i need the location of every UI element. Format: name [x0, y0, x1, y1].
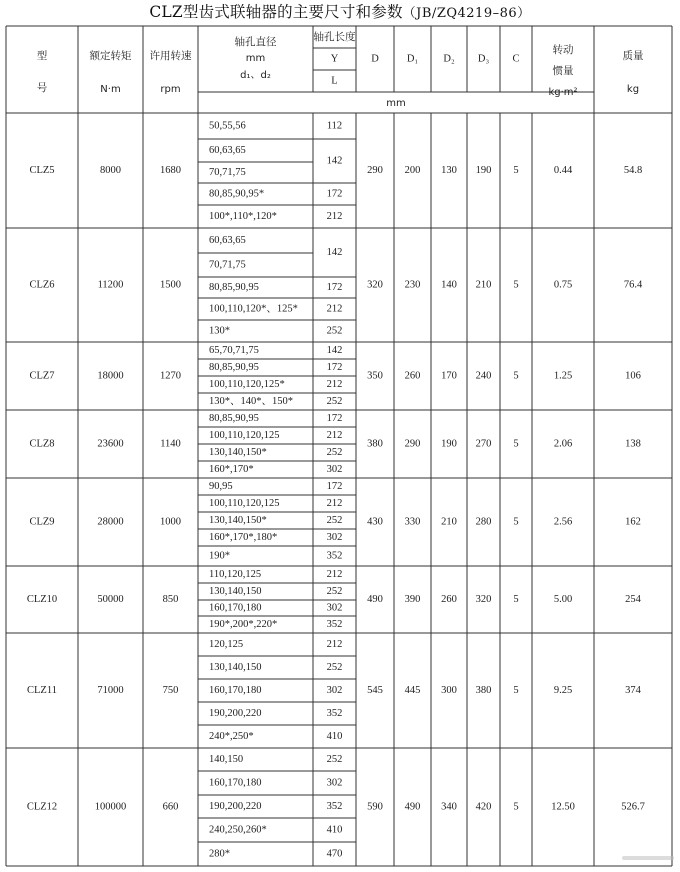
D-cell: 590 [367, 801, 383, 813]
bore-length-cell: 302 [326, 684, 343, 696]
bore-length-cell: 410 [326, 824, 343, 836]
header-D3: D₃ [477, 53, 490, 65]
D3-cell: 420 [475, 801, 492, 813]
model-cell: CLZ7 [29, 370, 55, 382]
D2-cell: 140 [441, 279, 457, 291]
bore-length-cell: 172 [326, 480, 343, 492]
C-cell: 5 [513, 279, 519, 291]
bore-length-cell: 212 [326, 568, 343, 580]
torque-cell: 11200 [97, 279, 124, 291]
bore-length-cell: 172 [326, 281, 343, 293]
model-cell: CLZ9 [29, 516, 55, 528]
bore-diameter-cell: 60,63,65 [209, 144, 246, 156]
mass-cell: 76.4 [623, 279, 643, 291]
bore-diameter-cell: 160,170,180 [209, 602, 262, 614]
bore-diameter-cell: 100,110,120,125 [209, 497, 280, 509]
bore-diameter-cell: 130,140,150 [209, 661, 262, 673]
header-D2: D₂ [443, 53, 455, 65]
torque-cell: 100000 [94, 801, 127, 813]
speed-cell: 1500 [160, 279, 181, 291]
bore-diameter-cell: 130,140,150* [209, 514, 267, 526]
D-cell: 545 [367, 684, 383, 696]
header-bore-unit: mm [245, 53, 266, 64]
bore-diameter-cell: 160,170,180 [209, 684, 262, 696]
header-inertia-unit: kg·m² [548, 87, 578, 98]
D1-cell: 490 [404, 801, 421, 813]
mass-cell: 54.8 [623, 164, 643, 176]
bore-diameter-cell: 100,110,120*、125* [209, 303, 298, 315]
D3-cell: 240 [475, 370, 492, 382]
bore-diameter-cell: 90,95 [209, 480, 233, 492]
bore-length-cell: 302 [326, 602, 343, 614]
bore-length-cell: 142 [326, 344, 343, 356]
header-model-top: 型 [36, 50, 48, 62]
bore-diameter-cell: 140,150 [209, 753, 244, 765]
bore-length-cell: 112 [326, 120, 343, 132]
model-cell: CLZ8 [29, 438, 55, 450]
bore-length-cell: 470 [326, 848, 343, 860]
bore-length-cell: 252 [326, 661, 343, 673]
bore-length-cell: 302 [326, 463, 343, 475]
mass-cell: 374 [625, 684, 641, 696]
inertia-cell: 9.25 [553, 684, 573, 696]
torque-cell: 71000 [97, 684, 124, 696]
C-cell: 5 [513, 801, 519, 813]
bore-length-cell: 212 [326, 638, 343, 650]
D2-cell: 300 [441, 684, 457, 696]
bore-diameter-cell: 190* [209, 550, 230, 562]
D-cell: 350 [367, 370, 383, 382]
speed-cell: 1140 [160, 438, 181, 450]
bore-diameter-cell: 130,140,150 [209, 585, 262, 597]
speed-cell: 660 [162, 801, 179, 813]
D3-cell: 280 [475, 516, 492, 528]
model-cell: CLZ6 [29, 279, 55, 291]
D3-cell: 320 [475, 593, 492, 605]
C-cell: 5 [513, 593, 519, 605]
mass-cell: 138 [625, 438, 641, 450]
bore-length-cell: 252 [326, 753, 343, 765]
header-inertia-2: 惯量 [552, 65, 574, 77]
D2-cell: 260 [441, 593, 457, 605]
bore-diameter-cell: 120,125 [209, 638, 244, 650]
speed-cell: 750 [162, 684, 179, 696]
bore-length-cell: 172 [326, 361, 343, 373]
D-cell: 320 [367, 279, 383, 291]
D1-cell: 330 [404, 516, 421, 528]
bore-length-cell: 142 [326, 155, 343, 167]
bore-length-cell: 252 [326, 446, 343, 458]
bore-diameter-cell: 65,70,71,75 [209, 344, 259, 356]
bore-length-cell: 302 [326, 777, 343, 789]
header-model-bottom: 号 [36, 82, 48, 94]
bore-diameter-cell: 280* [209, 848, 230, 860]
header-mass-unit: kg [626, 84, 640, 95]
inertia-cell: 0.75 [553, 279, 573, 291]
speed-cell: 1000 [160, 516, 181, 528]
bore-length-cell: 302 [326, 531, 343, 543]
bore-length-cell: 212 [326, 303, 343, 315]
bore-diameter-cell: 70,71,75 [209, 259, 246, 271]
bore-diameter-cell: 70,71,75 [209, 166, 246, 178]
header-length-y: Y [330, 53, 339, 65]
bore-diameter-cell: 80,85,90,95* [209, 188, 265, 200]
watermark-mark [622, 854, 674, 862]
bore-diameter-cell: 190,200,220 [209, 707, 262, 719]
bore-length-cell: 252 [326, 395, 343, 407]
inertia-cell: 12.50 [551, 801, 575, 813]
torque-cell: 28000 [97, 516, 124, 528]
C-cell: 5 [513, 370, 519, 382]
bore-length-cell: 212 [326, 497, 343, 509]
bore-diameter-cell: 100,110,120,125 [209, 429, 280, 441]
header-speed-unit: rpm [160, 84, 181, 95]
bore-diameter-cell: 100*,110*,120* [209, 210, 277, 222]
speed-cell: 1680 [160, 164, 181, 176]
inertia-cell: 0.44 [553, 164, 573, 176]
header-mm-unit: mm [386, 98, 406, 109]
bore-diameter-cell: 190*,200*,220* [209, 618, 278, 630]
D3-cell: 190 [475, 164, 492, 176]
D2-cell: 340 [441, 801, 457, 813]
mass-cell: 162 [625, 516, 641, 528]
header-speed: 许用转速 [149, 50, 192, 62]
bore-diameter-cell: 190,200,220 [209, 800, 262, 812]
torque-cell: 8000 [100, 164, 121, 176]
D1-cell: 290 [404, 438, 421, 450]
bore-diameter-cell: 130,140,150* [209, 446, 267, 458]
header-D1: D₁ [406, 53, 419, 65]
D1-cell: 390 [404, 593, 421, 605]
D2-cell: 130 [441, 164, 457, 176]
mass-cell: 526.7 [621, 801, 645, 813]
C-cell: 5 [513, 438, 519, 450]
inertia-cell: 2.56 [553, 516, 573, 528]
torque-cell: 18000 [97, 370, 124, 382]
bore-length-cell: 172 [326, 188, 343, 200]
bore-length-cell: 252 [326, 585, 343, 597]
header-torque: 额定转矩 [89, 50, 132, 62]
header-mass: 质量 [622, 50, 644, 62]
bore-length-cell: 352 [326, 618, 343, 630]
header-torque-unit: N·m [100, 84, 121, 95]
speed-cell: 850 [162, 593, 179, 605]
speed-cell: 1270 [160, 370, 181, 382]
bore-length-cell: 352 [326, 800, 343, 812]
mass-cell: 254 [625, 593, 641, 605]
D-cell: 380 [367, 438, 383, 450]
title-text: CLZ型齿式联轴器的主要尺寸和参数 [149, 3, 403, 21]
bore-diameter-cell: 240*,250* [209, 730, 254, 742]
bore-diameter-cell: 160*,170* [209, 463, 254, 475]
bore-length-cell: 142 [326, 246, 343, 258]
header-bore-symbol: d₁、d₂ [240, 70, 271, 81]
bore-diameter-cell: 160,170,180 [209, 777, 262, 789]
bore-diameter-cell: 240,250,260* [209, 824, 267, 836]
D1-cell: 200 [404, 164, 421, 176]
bore-diameter-cell: 50,55,56 [209, 120, 246, 132]
D2-cell: 210 [441, 516, 457, 528]
bore-length-cell: 212 [326, 210, 343, 222]
bore-diameter-cell: 80,85,90,95 [209, 281, 259, 293]
D1-cell: 260 [404, 370, 421, 382]
header-bore: 轴孔直径 [234, 36, 277, 48]
header-C: C [512, 53, 520, 65]
inertia-cell: 5.00 [553, 593, 573, 605]
C-cell: 5 [513, 516, 519, 528]
D2-cell: 170 [441, 370, 457, 382]
D3-cell: 270 [475, 438, 492, 450]
bore-diameter-cell: 130* [209, 325, 230, 337]
D-cell: 290 [367, 164, 383, 176]
D1-cell: 445 [404, 684, 421, 696]
C-cell: 5 [513, 164, 519, 176]
bore-length-cell: 212 [326, 378, 343, 390]
bore-diameter-cell: 80,85,90,95 [209, 361, 259, 373]
D1-cell: 230 [404, 279, 421, 291]
inertia-cell: 2.06 [553, 438, 573, 450]
bore-diameter-cell: 100,110,120,125* [209, 378, 285, 390]
bore-length-cell: 212 [326, 429, 343, 441]
torque-cell: 23600 [97, 438, 124, 450]
D2-cell: 190 [441, 438, 457, 450]
bore-diameter-cell: 110,120,125 [209, 568, 262, 580]
bore-length-cell: 352 [326, 707, 343, 719]
bore-diameter-cell: 60,63,65 [209, 234, 246, 246]
bore-length-cell: 172 [326, 412, 343, 424]
inertia-cell: 1.25 [553, 370, 573, 382]
header-D: D [371, 53, 379, 65]
D-cell: 430 [367, 516, 383, 528]
model-cell: CLZ10 [26, 593, 58, 605]
bore-diameter-cell: 160*,170*,180* [209, 531, 278, 543]
header-length-l: L [331, 75, 338, 87]
D-cell: 490 [367, 593, 383, 605]
D3-cell: 380 [475, 684, 492, 696]
header-inertia-1: 转动 [552, 44, 574, 56]
bore-diameter-cell: 80,85,90,95 [209, 412, 259, 424]
bore-length-cell: 252 [326, 325, 343, 337]
model-cell: CLZ11 [27, 684, 57, 696]
standard-code: （JB/ZQ4219–86） [402, 6, 531, 21]
mass-cell: 106 [625, 370, 641, 382]
model-cell: CLZ5 [29, 164, 55, 176]
bore-length-cell: 252 [326, 514, 343, 526]
C-cell: 5 [513, 684, 519, 696]
model-cell: CLZ12 [26, 801, 58, 813]
D3-cell: 210 [475, 279, 492, 291]
bore-length-cell: 352 [326, 550, 343, 562]
header-length: 轴孔长度 [313, 31, 356, 43]
torque-cell: 50000 [97, 593, 124, 605]
bore-diameter-cell: 130*、140*、150* [209, 395, 293, 407]
bore-length-cell: 410 [326, 730, 343, 742]
